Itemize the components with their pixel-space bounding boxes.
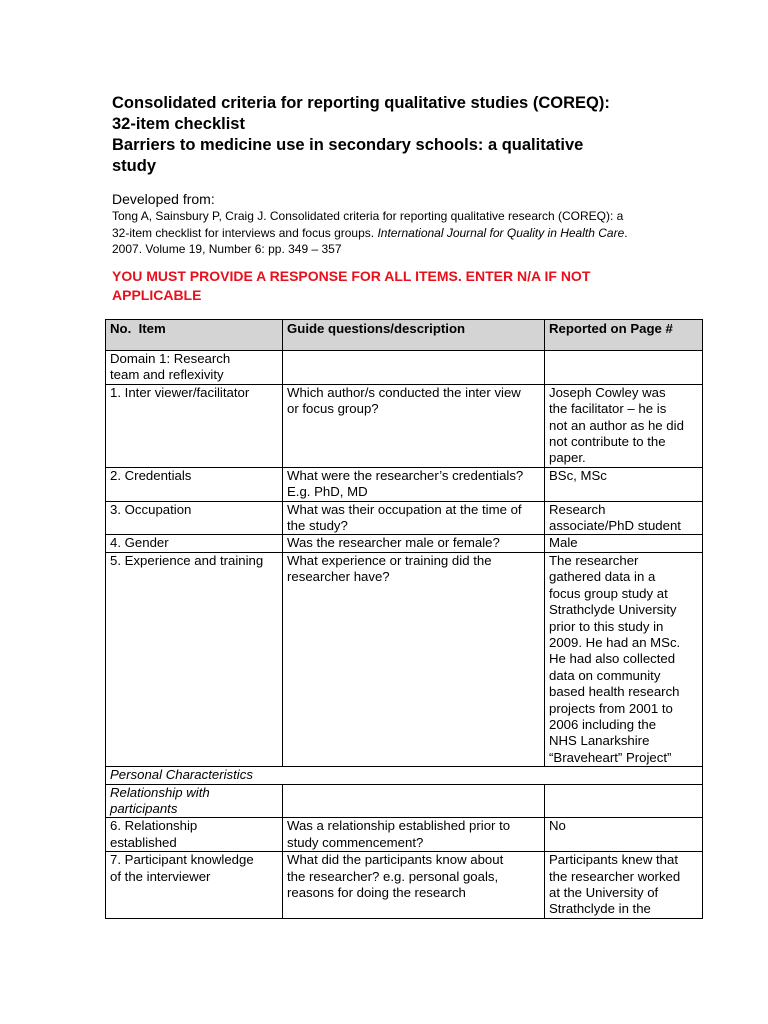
cell-line: at the University of [549,885,659,900]
cell-line: Strathclyde University [549,602,677,618]
cell-line: based health research [549,684,680,700]
cell-line: 2009. He had an MSc. [549,634,681,650]
cell-line: What experience or training did the [287,552,492,568]
domain-heading: Domain 1: Research team and reflexivity [106,351,283,385]
cell-line: focus group study at [549,585,668,601]
cell-line: not contribute to the [549,434,666,450]
cell-line: “Braveheart” Project” [549,749,672,765]
cell-line: Joseph Cowley was [549,384,666,400]
question-cell [283,552,545,766]
cell-line: the researcher? e.g. personal goals, [287,868,499,884]
cell-line: prior to this study in [549,618,664,634]
cell-line: reasons for doing the research [287,885,466,900]
question-cell [283,852,545,919]
table-row [106,818,703,852]
table-row [106,384,703,467]
cell-line: BSc, MSc [549,467,607,483]
cell-line: 7. Participant knowledge [110,852,254,868]
warning-line: APPLICABLE [112,286,202,303]
document-title [112,93,712,177]
cell-line: Male [549,535,578,551]
answer-cell [545,535,703,552]
warning-line: YOU MUST PROVIDE A RESPONSE FOR ALL ITEMS. ENTER N/A IF NOT [112,268,591,284]
column-header-guide: Guide questions/description [283,320,545,351]
cell-line: 6. Relationship [110,818,198,834]
cell-line: NHS Lanarkshire [549,733,650,749]
cell-line: of the interviewer [110,868,211,884]
warning-notice [112,267,632,304]
table-row [106,501,703,535]
table-row [106,852,703,919]
cell-line: the facilitator – he is [549,401,667,417]
item-cell [106,535,283,552]
cell-line: 5. Experience and training [110,552,264,568]
title-line: study [112,157,157,175]
citation [112,208,692,258]
cell-line: Which author/s conducted the inter view [287,384,521,400]
table-header-row [106,320,703,351]
citation-line: 2007. Volume 19, Number 6: pp. 349 – 357 [112,242,342,256]
answer-cell [545,501,703,535]
table-row [106,535,703,552]
item-cell [106,552,283,766]
cell-line: No [549,818,566,834]
cell-line: paper. [549,450,586,466]
answer-cell [545,384,703,467]
cell-line: He had also collected [549,651,676,667]
answer-cell [545,852,703,919]
cell-line: 2. Credentials [110,467,192,483]
cell-line: projects from 2001 to [549,700,673,716]
cell-line: The researcher [549,552,639,568]
question-cell [283,818,545,852]
title-line: Consolidated criteria for reporting qualitative studies (COREQ): [112,94,610,112]
journal-name: International Journal for Quality in Health Care [377,225,625,240]
column-header-item: No. Item [106,320,283,351]
cell-line: Strathclyde in the [549,901,651,917]
item-cell [106,384,283,467]
item-cell [106,501,283,535]
item-cell [106,852,283,919]
item-cell [106,818,283,852]
table-cell [545,784,703,818]
question-cell [283,501,545,535]
cell-line: 3. Occupation [110,501,192,517]
cell-line: What did the participants know about [287,852,504,868]
title-line: 32-item checklist [112,115,245,133]
table-cell [545,351,703,385]
cell-line: Participants knew that [549,852,679,868]
cell-line: established [110,834,177,850]
cell-line: 2006 including the [549,716,657,732]
cell-line: the study? [287,518,348,534]
column-header-page: Reported on Page # [545,320,703,351]
cell-line: gathered data in a [549,569,656,585]
section-row [106,767,703,784]
cell-line: Research [549,501,606,517]
table-cell [283,784,545,818]
question-cell [283,467,545,501]
section-heading: Personal Characteristics [106,767,703,784]
answer-cell [545,467,703,501]
cell-line: researcher have? [287,569,390,585]
citation-line [112,225,692,242]
table-body [106,818,703,918]
cell-line: What was their occupation at the time of [287,501,522,517]
cell-line: the researcher worked [549,868,681,884]
item-cell [106,467,283,501]
citation-text: 32-item checklist for interviews and focus groups. [112,225,378,240]
table-row [106,552,703,766]
answer-cell [545,552,703,766]
cell-line: 4. Gender [110,535,169,551]
cell-line: E.g. PhD, MD [287,484,368,500]
citation-text: . [624,225,628,240]
table-cell [283,351,545,385]
domain-row [106,351,703,385]
table-row [106,467,703,501]
cell-line: not an author as he did [549,417,684,433]
cell-line: study commencement? [287,834,424,850]
cell-line: data on community [549,667,661,683]
developed-from-heading: Developed from: [112,191,215,207]
title-line: Barriers to medicine use in secondary schools: a qualitative [112,136,584,154]
question-cell [283,535,545,552]
cell-line: or focus group? [287,401,379,417]
coreq-checklist-table [105,319,703,919]
section-row [106,784,703,818]
cell-line: Was the researcher male or female? [287,535,500,551]
cell-line: What were the researcher’s credentials? [287,467,524,483]
answer-cell [545,818,703,852]
question-cell [283,384,545,467]
cell-line: Was a relationship established prior to [287,818,511,834]
cell-line: associate/PhD student [549,518,681,534]
section-heading: Relationship with participants [106,784,283,818]
citation-line: Tong A, Sainsbury P, Craig J. Consolidated criteria for reporting qualitative research (COREQ): a [112,209,624,223]
cell-line: 1. Inter viewer/facilitator [110,384,250,400]
